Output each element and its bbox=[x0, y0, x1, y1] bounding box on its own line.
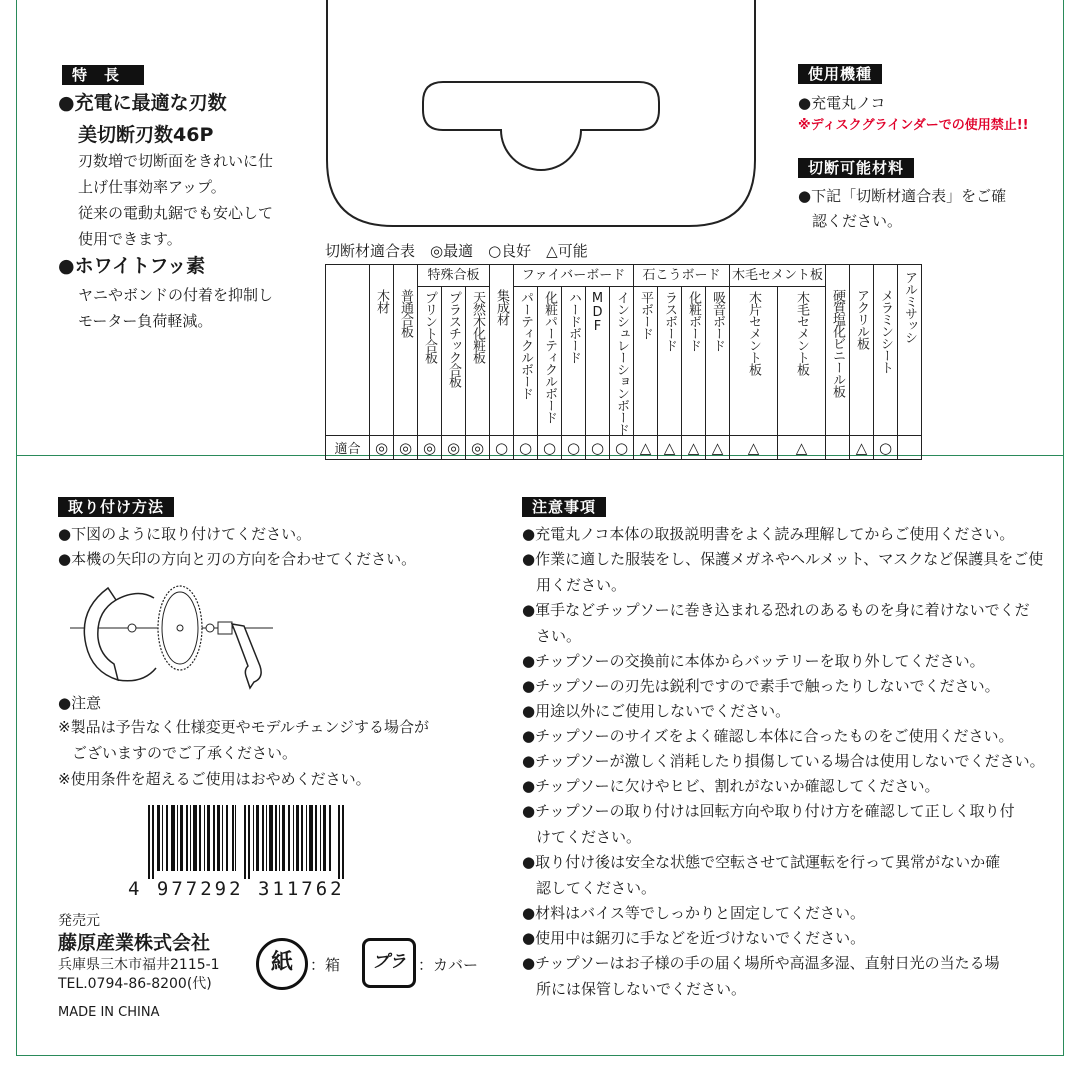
caution-line: ●チップソーに欠けやヒビ、割れがないか確認してください。 bbox=[522, 777, 940, 795]
mounting-note: ※製品は予告なく仕様変更やモデルチェンジする場合が bbox=[58, 718, 429, 736]
caution-line: ●充電丸ノコ本体の取扱説明書をよく読み理解してからご使用ください。 bbox=[522, 525, 1015, 543]
table-row-label: 適合 bbox=[326, 436, 370, 460]
caution-line: 認してください。 bbox=[536, 879, 657, 897]
mounting-note-title: ●注意 bbox=[58, 694, 102, 712]
caution-line: ●チップソーの取り付けは回転方向や取り付け方を確認して正しく取り付 bbox=[522, 802, 1015, 820]
table-column-header: 化粧ボード bbox=[682, 287, 706, 436]
barcode-icon bbox=[148, 805, 344, 879]
table-column-header: 木毛セメント板 bbox=[778, 287, 826, 436]
table-caption: 切断材適合表 ◎最適 ○良好 △可能 bbox=[325, 242, 588, 260]
mounting-diagram-icon bbox=[68, 580, 278, 695]
mounting-line: ●下図のように取り付けてください。 bbox=[58, 525, 312, 543]
seller-label: 発売元 bbox=[58, 913, 100, 929]
caution-line: さい。 bbox=[536, 627, 582, 645]
recycle-box-label: ：箱 bbox=[310, 956, 341, 974]
caution-line: ●材料はバイス等でしっかりと固定してください。 bbox=[522, 904, 865, 922]
machine-warning: ※ディスクグラインダーでの使用禁止!! bbox=[798, 118, 1029, 133]
table-mark: △ bbox=[658, 436, 682, 460]
table-mark: △ bbox=[634, 436, 658, 460]
mounting-note: ございますのでご了承ください。 bbox=[72, 744, 298, 762]
feature-desc-line: 刃数増で切断面をきれいに仕 bbox=[78, 152, 274, 170]
hang-tab-outline bbox=[325, 0, 757, 228]
feature-heading-teeth: ●充電に最適な刃数 bbox=[58, 92, 227, 114]
seller-address: 兵庫県三木市福井2115-1 bbox=[58, 957, 220, 973]
cautions-tag: 注意事項 bbox=[522, 497, 606, 517]
caution-line: 所には保管しないでください。 bbox=[536, 980, 747, 998]
features-tag: 特 長 bbox=[62, 65, 144, 85]
bottom-edge bbox=[16, 1055, 1064, 1056]
table-column-header: アルミサッシ bbox=[898, 265, 922, 436]
table-group-header: 木毛セメント板 bbox=[730, 265, 826, 287]
table-column-header: 集成材 bbox=[490, 265, 514, 436]
caution-line: 用ください。 bbox=[536, 576, 627, 594]
table-group-header: ファイバーボード bbox=[514, 265, 634, 287]
caution-line: ●チップソーのサイズをよく確認し本体に合ったものをご使用ください。 bbox=[522, 727, 1014, 745]
table-column-header: インシュレーションボード bbox=[610, 287, 634, 436]
machines-tag: 使用機種 bbox=[798, 64, 882, 84]
feature-teeth-count: 美切断刃数46P bbox=[78, 124, 214, 146]
table-column-header: プリント合板 bbox=[418, 287, 442, 436]
table-column-header: 吸音ボード bbox=[706, 287, 730, 436]
table-group-header: 特殊合板 bbox=[418, 265, 490, 287]
caution-line: ●チップソーの刃先は鋭利ですので素手で触ったりしないでください。 bbox=[522, 677, 1000, 695]
caution-line: ●チップソーはお子様の手の届く場所や高温多湿、直射日光の当たる場 bbox=[522, 954, 1000, 972]
machine-item: ●充電丸ノコ bbox=[798, 94, 886, 112]
caution-line: けてください。 bbox=[536, 828, 642, 846]
barcode-number: 4 977292 311762 bbox=[128, 878, 345, 900]
table-column-header: プラスチック合板 bbox=[442, 287, 466, 436]
caution-line: ●使用中は鋸刃に手などを近づけないでください。 bbox=[522, 929, 866, 947]
caution-line: ●チップソーが激しく消耗したり損傷している場合は使用しないでください。 bbox=[522, 752, 1045, 770]
table-group-header: 石こうボード bbox=[634, 265, 730, 287]
mounting-tag: 取り付け方法 bbox=[58, 497, 174, 517]
table-mark: ◎ bbox=[466, 436, 490, 460]
materials-line: ●下記「切断材適合表」をご確 bbox=[798, 187, 1007, 205]
table-column-header: 木材 bbox=[370, 265, 394, 436]
table-column-header: MDF bbox=[586, 287, 610, 436]
table-mark: ○ bbox=[538, 436, 562, 460]
table-mark: ○ bbox=[874, 436, 898, 460]
seller-tel: TEL.0794-86-8200(代) bbox=[58, 976, 212, 992]
table-mark: △ bbox=[778, 436, 826, 460]
caution-line: ●軍手などチップソーに巻き込まれる恐れのあるものを身に着けないでくだ bbox=[522, 601, 1030, 619]
table-column-header: 平ボード bbox=[634, 287, 658, 436]
feature-desc-line: 使用できます。 bbox=[78, 230, 182, 248]
caution-line: ●作業に適した服装をし、保護メガネやヘルメット、マスクなど保護具をご使 bbox=[522, 550, 1044, 568]
table-mark: △ bbox=[682, 436, 706, 460]
mounting-note: ※使用条件を超えるご使用はおやめください。 bbox=[58, 770, 371, 788]
compat-table bbox=[325, 264, 922, 460]
caution-line: ●チップソーの交換前に本体からバッテリーを取り外してください。 bbox=[522, 652, 985, 670]
table-mark: ○ bbox=[610, 436, 634, 460]
table-column-header: メラミンシート bbox=[874, 265, 898, 436]
table-column-header: 化粧パーティクルボード bbox=[538, 287, 562, 436]
materials-tag: 切断可能材料 bbox=[798, 158, 914, 178]
table-column-header: ラスボード bbox=[658, 287, 682, 436]
table-mark: ◎ bbox=[442, 436, 466, 460]
paper-recycle-icon: 紙 bbox=[256, 938, 308, 990]
table-mark: ○ bbox=[586, 436, 610, 460]
caution-line: ●取り付け後は安全な状態で空転させて試運転を行って異常がないか確 bbox=[522, 853, 1001, 871]
table-mark bbox=[898, 436, 922, 460]
caution-line: ●用途以外にご使用しないでください。 bbox=[522, 702, 791, 720]
mounting-line: ●本機の矢印の方向と刃の方向を合わせてください。 bbox=[58, 550, 417, 568]
feature-heading-fluorine: ●ホワイトフッ素 bbox=[58, 255, 206, 277]
feature-desc-line: モーター負荷軽減。 bbox=[78, 312, 213, 330]
table-corner bbox=[326, 265, 370, 436]
table-column-header: パーティクルボード bbox=[514, 287, 538, 436]
table-mark bbox=[826, 436, 850, 460]
feature-desc-line: 上げ仕事効率アップ。 bbox=[78, 178, 226, 196]
table-mark: ○ bbox=[490, 436, 514, 460]
table-column-header: アクリル板 bbox=[850, 265, 874, 436]
table-column-header: 普通合板 bbox=[394, 265, 418, 436]
table-mark: ○ bbox=[514, 436, 538, 460]
plastic-recycle-icon: プラ bbox=[362, 938, 416, 988]
table-column-header: 天然木化粧板 bbox=[466, 287, 490, 436]
feature-desc-line: 従来の電動丸鋸でも安心して bbox=[78, 204, 274, 222]
seller-company: 藤原産業株式会社 bbox=[58, 932, 211, 954]
feature-desc-line: ヤニやボンドの付着を抑制し bbox=[78, 286, 274, 304]
table-mark: ○ bbox=[562, 436, 586, 460]
materials-line: 認ください。 bbox=[812, 212, 903, 230]
table-mark: △ bbox=[706, 436, 730, 460]
table-mark: ◎ bbox=[394, 436, 418, 460]
made-in: MADE IN CHINA bbox=[58, 1005, 160, 1020]
table-column-header: 硬質塩化ビニール板 bbox=[826, 265, 850, 436]
table-mark: ◎ bbox=[370, 436, 394, 460]
table-column-header: 木片セメント板 bbox=[730, 287, 778, 436]
table-column-header: ハードボード bbox=[562, 287, 586, 436]
table-mark: ◎ bbox=[418, 436, 442, 460]
table-mark: △ bbox=[850, 436, 874, 460]
table-mark: △ bbox=[730, 436, 778, 460]
recycle-cover-label: ：カバー bbox=[418, 956, 479, 974]
